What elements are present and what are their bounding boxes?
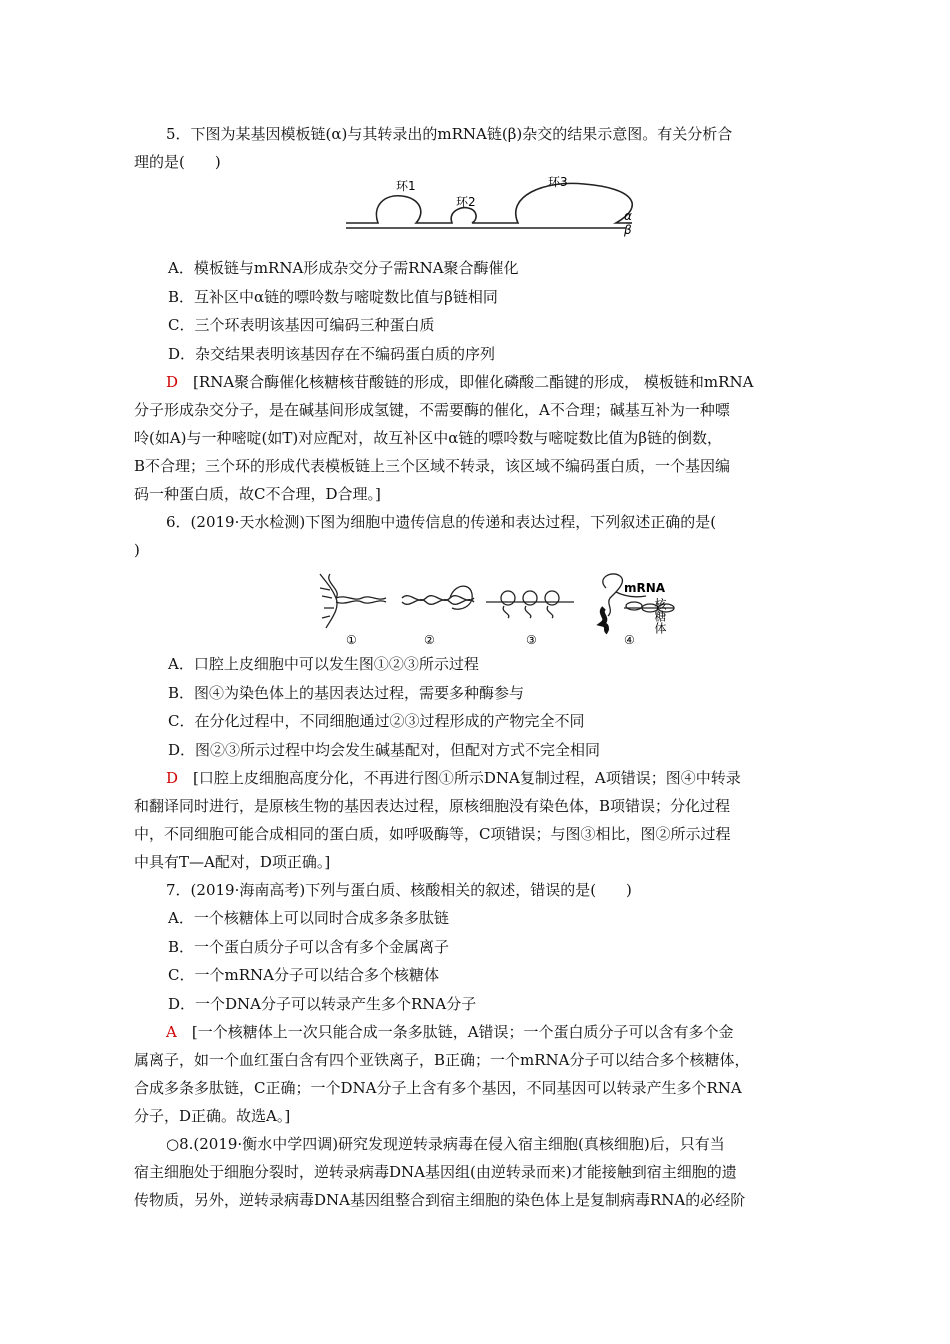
- q5-option-d: D．杂交结果表明该基因存在不编码蛋白质的序列: [168, 344, 496, 363]
- fig-label-3: ③: [526, 633, 537, 647]
- q6-option-d: D．图②③所示过程中均会发生碱基配对，但配对方式不完全相同: [168, 740, 601, 759]
- q6-option-c: C．在分化过程中，不同细胞通过②③过程形成的产物完全不同: [168, 712, 585, 730]
- q6-explanation-line1: [134, 764, 824, 792]
- q6-option-a: A．口腔上皮细胞中可以发生图①②③所示过程: [168, 655, 479, 673]
- q7-explanation-line2: 属离子，如一个血红蛋白含有四个亚铁离子，B正确；一个mRNA分子可以结合多个核糖体，: [134, 1051, 750, 1069]
- hybrid-diagram: [134, 176, 824, 250]
- q6-stem-line2: ): [134, 541, 140, 559]
- q7-explanation-text-1: [一个核糖体上一次只能合成一条多肽链，A错误；一个蛋白质分子可以含有多个金: [191, 1023, 734, 1041]
- q6-explanation-line4: 中具有T—A配对，D项正确。]: [134, 853, 331, 871]
- document-page: [134, 120, 824, 1214]
- q5-option-a: A．模板链与mRNA形成杂交分子需RNA聚合酶催化: [168, 259, 519, 277]
- q5-explanation-line2: 分子形成杂交分子，是在碱基间形成氢键，不需要酶的催化，A不合理；碱基互补为一种嘌: [134, 401, 730, 419]
- q6-stem-line1: 6．(2019·天水检测)下图为细胞中遗传信息的传递和表达过程，下列叙述正确的是(: [166, 513, 717, 531]
- q7-option-a: A．一个核糖体上可以同时合成多条多肽链: [168, 909, 449, 927]
- q8-line1: ○8.(2019·衡水中学四调)研究发现逆转录病毒在侵入宿主细胞(真核细胞)后，只有当: [166, 1135, 725, 1153]
- dna-coil-icon: [602, 608, 608, 632]
- q7-explanation-line3: 合成多条多肽链，C正确；一个DNA分子上含有多个基因，不同基因可以转录产生多个RNA: [134, 1079, 742, 1097]
- q6-explanation-line3: 中，不同细胞可能合成相同的蛋白质，如呼吸酶等，C项错误；与图③相比，图②所示过程: [134, 825, 731, 843]
- q5-hybrid-figure: [134, 176, 824, 250]
- q6-explanation-text-1: [口腔上皮细胞高度分化，不再进行图①所示DNA复制过程，A项错误；图④中转录: [193, 769, 741, 787]
- q6-process-figure: [134, 568, 824, 650]
- q6-option-b: B．图④为染色体上的基因表达过程，需要多种酶参与: [168, 683, 525, 702]
- q5-options: [134, 254, 824, 368]
- q5-explanation-text-1: [RNA聚合酶催化核糖核苷酸链的形成，即催化磷酸二酯键的形成， 模板链和mRNA: [193, 373, 754, 391]
- loop3-label: 环3: [548, 176, 568, 189]
- q5-stem-line1: 5．下图为某基因模板链(α)与其转录出的mRNA链(β)杂交的结果示意图。有关分析合: [166, 125, 733, 143]
- fig-label-2: ②: [424, 633, 435, 647]
- q7-option-d: D．一个DNA分子可以转录产生多个RNA分子: [168, 994, 477, 1013]
- fig-label-4: ④: [624, 633, 635, 647]
- ribosome-label: 核糖体: [653, 598, 667, 634]
- q5-explanation-line3: 呤(如A)与一种嘧啶(如T)对应配对，故互补区中α链的嘌呤数与嘧啶数比值为β链的倒数，: [134, 429, 723, 447]
- beta-label: β: [624, 223, 632, 237]
- q5-stem-line2: 理的是( ): [134, 153, 221, 171]
- q6-answer-letter: D: [166, 769, 179, 787]
- loop1-label: 环1: [396, 179, 416, 193]
- q7-options: [134, 904, 824, 1018]
- q5-option-c: C．三个环表明该基因可编码三种蛋白质: [168, 316, 435, 334]
- loop2-label: 环2: [456, 195, 476, 209]
- q8-line2: 宿主细胞处于细胞分裂时，逆转录病毒DNA基因组(由逆转录而来)才能接触到宿主细胞的遗: [134, 1163, 737, 1181]
- q5-option-b: B．互补区中α链的嘌呤数与嘧啶数比值与β链相同: [168, 287, 498, 306]
- q7-option-b: B．一个蛋白质分子可以含有多个金属离子: [168, 937, 450, 956]
- q7-explanation-line4: 分子，D正确。故选A。]: [134, 1107, 291, 1125]
- q8-line3: 传物质，另外，逆转录病毒DNA基因组整合到宿主细胞的染色体上是复制病毒RNA的必经阶: [134, 1191, 746, 1209]
- alpha-label: α: [624, 209, 632, 223]
- q5-explanation-line4: B不合理；三个环的形成代表模板链上三个区域不转录，该区域不编码蛋白质，一个基因编: [134, 457, 731, 475]
- q5-explanation-line5: 码一种蛋白质，故C不合理，D合理。]: [134, 485, 381, 503]
- q6-explanation-line2: 和翻译同时进行，是原核生物的基因表达过程，原核细胞没有染色体，B项错误；分化过程: [134, 797, 731, 815]
- q7-option-c: C．一个mRNA分子可以结合多个核糖体: [168, 966, 439, 984]
- mrna-label: mRNA: [624, 581, 666, 595]
- q6-options: [134, 650, 824, 764]
- q7-answer-letter: A: [166, 1023, 177, 1041]
- q5-answer-letter: D: [166, 373, 179, 391]
- q7-stem: 7．(2019·海南高考)下列与蛋白质、核酸相关的叙述，错误的是( ): [166, 881, 632, 899]
- gene-expression-diagram: [134, 568, 824, 650]
- q5-explanation-line1: [134, 368, 824, 396]
- q7-explanation-line1: [134, 1018, 824, 1046]
- fig-label-1: ①: [346, 633, 357, 647]
